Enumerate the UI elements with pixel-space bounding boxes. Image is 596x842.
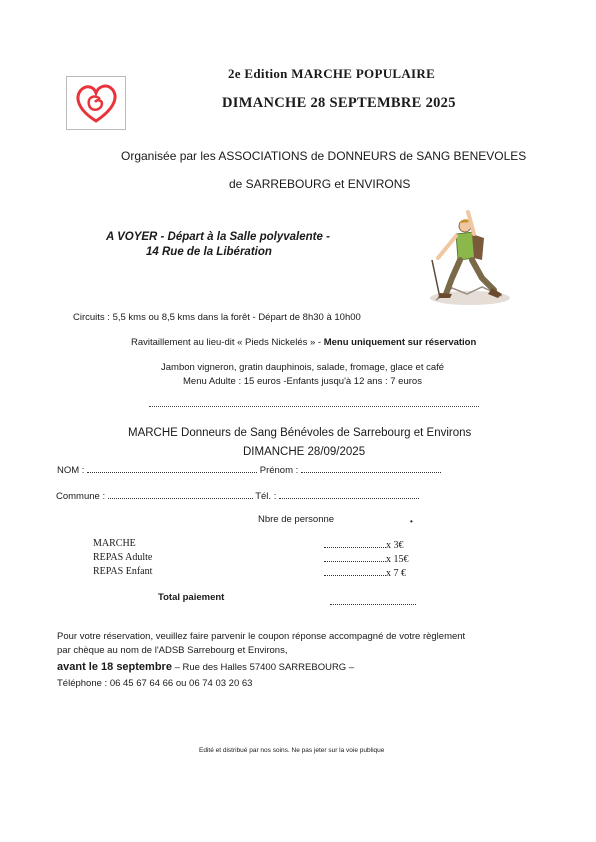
repas-adulte-label: REPAS Adulte — [93, 552, 153, 563]
repas-enfant-qty-row — [324, 566, 406, 579]
heart-logo — [66, 76, 126, 130]
reservation-deadline: avant le 18 septembre — [57, 661, 172, 673]
event-title: 2e Edition MARCHE POPULAIRE — [228, 66, 436, 81]
event-date: DIMANCHE 28 SEPTEMBRE 2025 — [222, 95, 456, 111]
form-date: DIMANCHE 28/09/2025 — [243, 446, 366, 458]
total-field[interactable] — [330, 595, 416, 605]
heart-icon — [67, 77, 125, 129]
repas-enfant-label: REPAS Enfant — [93, 566, 153, 577]
commune-field[interactable] — [108, 489, 253, 499]
form-title: MARCHE Donneurs de Sang Bénévoles de Sarrebourg et Environs — [128, 427, 472, 439]
nbre-label: Nbre de personne — [258, 514, 335, 525]
organizer-line1: Organisée par les ASSOCIATIONS de DONNEURS de SANG BENEVOLES — [121, 149, 527, 163]
ravitaillement-text: Ravitaillement au lieu-dit « Pieds Nickelés » - — [131, 337, 324, 348]
reservation-deadline-row — [57, 661, 354, 673]
nbre-mark: • — [410, 517, 413, 526]
reservation-notice: Menu uniquement sur réservation — [323, 337, 477, 348]
commune-row — [56, 489, 419, 502]
marche-label: MARCHE — [93, 538, 136, 549]
ravitaillement-info — [131, 337, 476, 348]
total-row — [330, 592, 416, 610]
organizer-line2: de SARREBOURG et ENVIRONS — [229, 177, 411, 191]
nom-row — [57, 463, 441, 476]
circuits-info: Circuits : 5,5 kms ou 8,5 kms dans la forêt - Départ de 8h30 à 10h00 — [73, 312, 361, 323]
repas-enfant-price: x 7 € — [386, 568, 406, 579]
tel-field[interactable] — [279, 489, 419, 499]
marche-qty-row — [324, 538, 404, 551]
repas-adulte-qty-field[interactable] — [324, 552, 386, 562]
prenom-label: Prénom : — [259, 465, 299, 476]
commune-label: Commune : — [56, 491, 106, 502]
reservation-line1: Pour votre réservation, veuillez faire parvenir le coupon réponse accompagné de votre règlement — [57, 631, 466, 642]
hiker-illustration — [422, 208, 514, 308]
menu-items: Jambon vigneron, gratin dauphinois, salade, fromage, glace et café — [161, 362, 445, 373]
reservation-address: – Rue des Halles 57400 SARREBOURG – — [171, 662, 355, 673]
cut-line — [149, 402, 479, 407]
location-line2: 14 Rue de la Libération — [146, 246, 272, 258]
nom-label: NOM : — [57, 465, 85, 476]
nom-field[interactable] — [87, 463, 257, 473]
footer-note: Edité et distribué par nos soins. Ne pas jeter sur la voie publique — [199, 747, 385, 754]
marche-qty-field[interactable] — [324, 538, 386, 548]
total-label: Total paiement — [158, 592, 225, 603]
phone-line: Téléphone : 06 45 67 64 66 ou 06 74 03 20 63 — [57, 678, 253, 689]
repas-adulte-qty-row — [324, 552, 409, 565]
marche-price: x 3€ — [386, 540, 404, 551]
repas-adulte-price: x 15€ — [386, 554, 409, 565]
menu-prices: Menu Adulte : 15 euros -Enfants jusqu'à 12 ans : 7 euros — [183, 376, 422, 387]
prenom-field[interactable] — [301, 463, 441, 473]
reservation-line2: par chèque au nom de l'ADSB Sarrebourg et Environs, — [57, 645, 288, 656]
tel-label: Tél. : — [255, 491, 277, 502]
repas-enfant-qty-field[interactable] — [324, 566, 386, 576]
location-line1: A VOYER - Départ à la Salle polyvalente - — [106, 231, 330, 243]
